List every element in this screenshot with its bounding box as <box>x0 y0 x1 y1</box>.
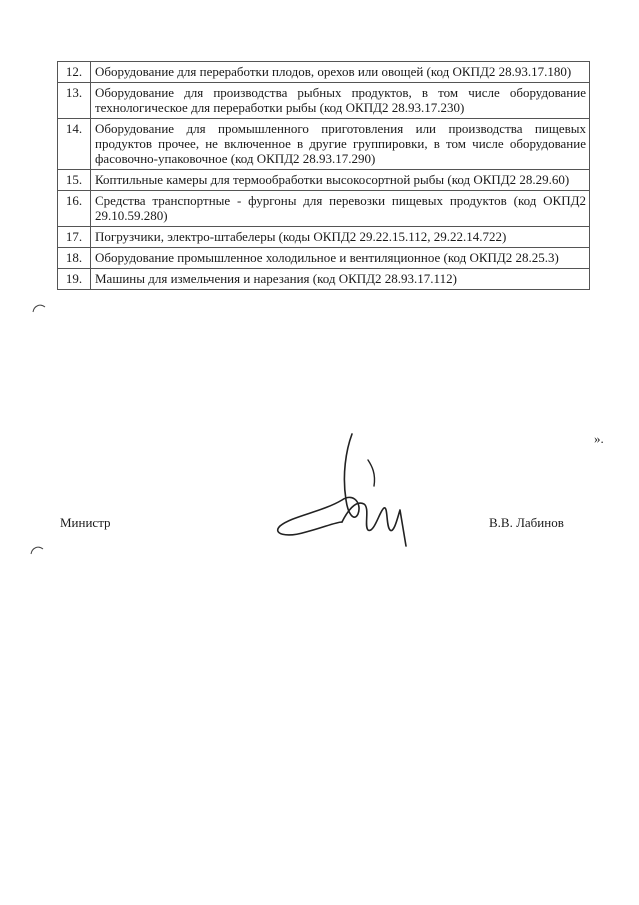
binder-hole-mark <box>32 303 46 313</box>
binder-hole-mark <box>30 545 44 555</box>
row-number: 16. <box>58 191 91 227</box>
table-row <box>58 248 590 269</box>
table-row <box>58 269 590 290</box>
equipment-table <box>57 61 590 290</box>
row-number: 13. <box>58 83 91 119</box>
row-description: Машины для измельчения и нарезания (код ОКПД2 28.93.17.112) <box>91 269 590 290</box>
row-description: Оборудование для промышленного приготовления или производства пищевых продуктов прочее, не включенное в другие группировки, в том числе оборудование фасовочно-упаковочное (код ОКПД2 28.93.17.290) <box>91 119 590 170</box>
row-number: 15. <box>58 170 91 191</box>
table-row <box>58 170 590 191</box>
row-description: Средства транспортные - фургоны для перевозки пищевых продуктов (код ОКПД2 29.10.59.280) <box>91 191 590 227</box>
row-number: 14. <box>58 119 91 170</box>
row-number: 17. <box>58 227 91 248</box>
closing-quote: ». <box>594 431 604 446</box>
table-row <box>58 191 590 227</box>
row-number: 18. <box>58 248 91 269</box>
table-row <box>58 83 590 119</box>
table-row <box>58 227 590 248</box>
row-description: Оборудование для переработки плодов, орехов или овощей (код ОКПД2 28.93.17.180) <box>91 62 590 83</box>
signer-title: Министр <box>60 515 111 530</box>
row-description: Погрузчики, электро-штабелеры (коды ОКПД2 29.22.15.112, 29.22.14.722) <box>91 227 590 248</box>
row-description: Коптильные камеры для термообработки высокосортной рыбы (код ОКПД2 28.29.60) <box>91 170 590 191</box>
handwritten-signature <box>272 430 422 560</box>
row-number: 19. <box>58 269 91 290</box>
table-row <box>58 62 590 83</box>
signer-name: В.В. Лабинов <box>489 515 564 530</box>
row-description: Оборудование для производства рыбных продуктов, в том числе оборудование технологическое для переработки рыбы (код ОКПД2 28.93.17.230) <box>91 83 590 119</box>
table-row <box>58 119 590 170</box>
row-number: 12. <box>58 62 91 83</box>
row-description: Оборудование промышленное холодильное и вентиляционное (код ОКПД2 28.25.3) <box>91 248 590 269</box>
